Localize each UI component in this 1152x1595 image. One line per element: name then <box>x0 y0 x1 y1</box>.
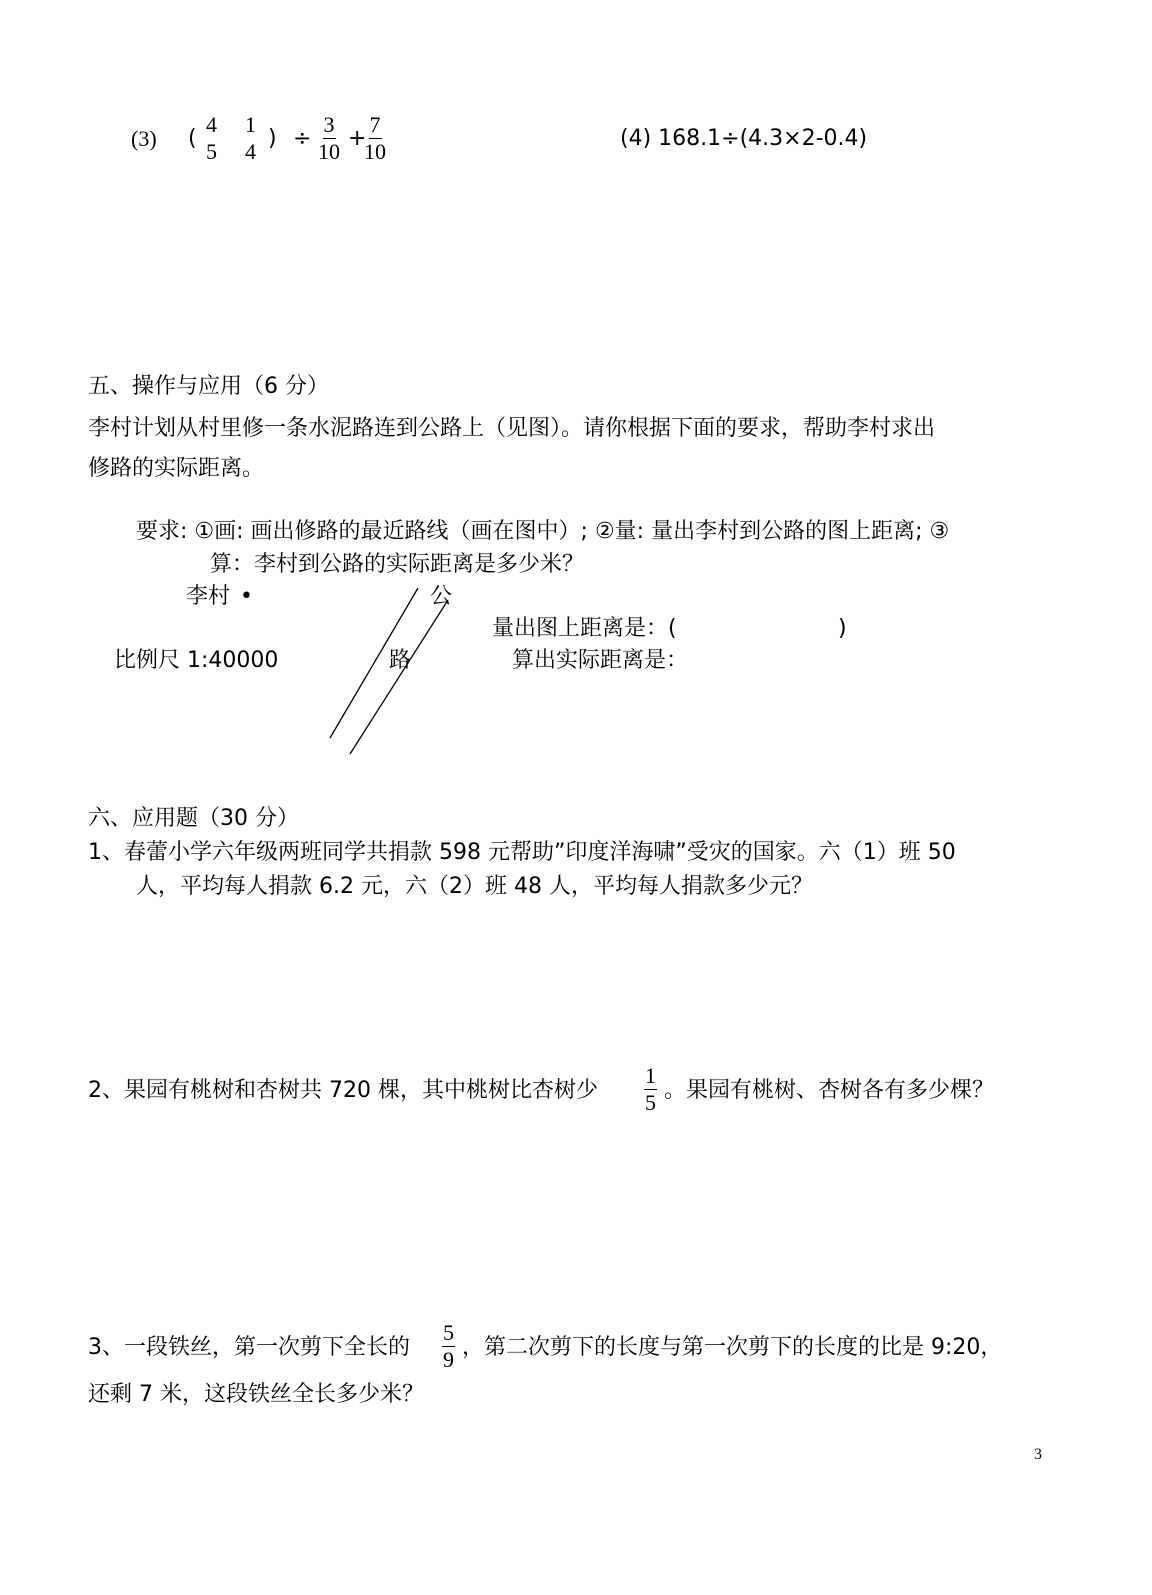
section-6-heading: 六、应用题（30 分） <box>88 806 299 831</box>
question-2-text-after-fraction: 。果园有桃树、杏树各有多少棵？ <box>664 1078 995 1103</box>
road-edge-right <box>350 600 448 754</box>
section-5-requirements-line-1: 要求: ①画: 画出修路的最近路线（画在图中）; ②量: 量出李村到公路的图上距离; ③ <box>136 519 950 544</box>
problem-3-plus-sign: + <box>348 126 367 151</box>
measured-distance-label: 量出图上距离是：( <box>492 616 677 641</box>
problem-3-fraction-c <box>318 113 340 164</box>
section-5-requirements-line-2: 算：李村到公路的实际距离是多少米？ <box>210 552 585 577</box>
problem-3-open-paren: ( <box>188 126 197 151</box>
question-3-text-after-fraction: ，第二次剪下的长度与第一次剪下的长度的比是 9:20， <box>462 1335 1003 1360</box>
problem-3-fraction-a <box>205 113 218 164</box>
village-label: 李村 <box>186 584 231 609</box>
measured-distance-close-paren: ) <box>838 616 847 641</box>
fraction-denominator: 9 <box>443 1347 454 1372</box>
fraction-numerator: 4 <box>206 112 217 137</box>
road-label-char-2: 路 <box>389 648 412 673</box>
question-1-line-1: 1、春蕾小学六年级两班同学共捐款 598 元帮助”印度洋海啸”受灾的国家。六（1）班 50 <box>88 840 956 865</box>
map-scale: 比例尺 1:40000 <box>114 648 279 673</box>
page-number: 3 <box>1034 1446 1042 1463</box>
section-5-heading: 五、操作与应用（6 分） <box>88 374 329 399</box>
problem-3-label: (3) <box>131 126 157 151</box>
actual-distance-label: 算出实际距离是： <box>512 648 689 673</box>
fraction-denominator: 10 <box>318 139 340 164</box>
section-5-description-line-1: 李村计划从村里修一条水泥路连到公路上（见图）。请你根据下面的要求，帮助李村求出 <box>88 416 936 441</box>
problem-3-fraction-d <box>364 113 386 164</box>
question-3-text-before-fraction: 3、一段铁丝，第一次剪下全长的 <box>88 1335 410 1360</box>
problem-3-close-paren: ) <box>268 126 277 151</box>
fraction-denominator: 4 <box>245 139 256 164</box>
question-3-line-2: 还剩 7 米，这段铁丝全长多少米？ <box>88 1382 424 1407</box>
road-label-char-1: 公 <box>430 584 453 609</box>
fraction-denominator: 5 <box>645 1090 656 1115</box>
problem-4-expression: (4) 168.1÷(4.3×2-0.4) <box>620 126 868 151</box>
fraction-numerator: 1 <box>645 1063 656 1088</box>
question-1-line-2: 人，平均每人捐款 6.2 元，六（2）班 48 人，平均每人捐款多少元？ <box>136 874 813 899</box>
fraction-numerator: 7 <box>369 112 381 137</box>
question-2-fraction <box>644 1064 657 1115</box>
fraction-denominator: 10 <box>364 139 386 164</box>
question-2-text-before-fraction: 2、果园有桃树和杏树共 720 棵，其中桃树比杏树少 <box>88 1078 598 1103</box>
fraction-numerator: 1 <box>245 112 256 137</box>
section-5-description-line-2: 修路的实际距离。 <box>88 456 265 481</box>
problem-3-fraction-b <box>244 113 257 164</box>
question-3-fraction <box>442 1321 455 1372</box>
problem-3-divide-sign: ÷ <box>293 126 312 151</box>
fraction-denominator: 5 <box>206 139 217 164</box>
fraction-numerator: 3 <box>323 112 335 137</box>
village-point-marker: • <box>240 584 253 609</box>
fraction-numerator: 5 <box>443 1320 454 1345</box>
